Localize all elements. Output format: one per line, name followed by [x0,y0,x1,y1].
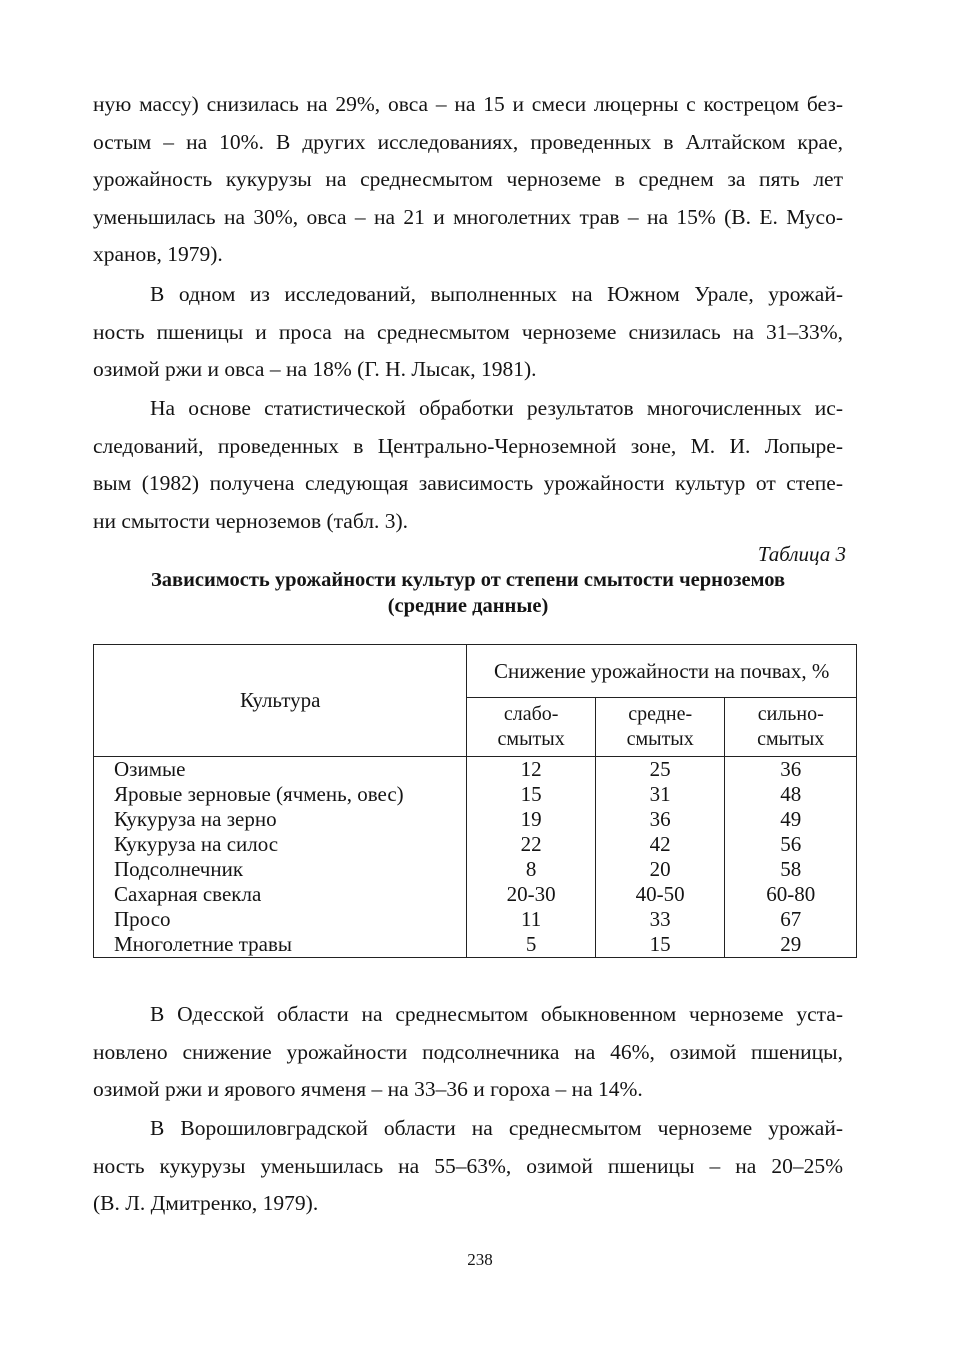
value-slightly: 11 [467,907,596,932]
text-line: следований, проведенных в Центрально-Черноземной зоне, М. И. Лопыре- [93,433,843,458]
culture-name: Кукуруза на зерно [94,807,467,832]
culture-name: Многолетние травы [94,932,467,958]
header-culture: Культура [94,645,467,757]
table-row [94,807,857,832]
value-strongly: 29 [725,932,857,958]
paragraph-2 [93,276,843,389]
paragraph-5 [93,1110,843,1223]
table-row [94,907,857,932]
value-moderately: 31 [595,782,725,807]
text-line: хранов, 1979). [93,242,223,266]
value-moderately: 20 [595,857,725,882]
culture-name: Просо [94,907,467,932]
header-text: смытых [757,728,825,750]
table-title-line: Зависимость урожайности культур от степени смытости черноземов [150,569,786,591]
value-slightly: 22 [467,832,596,857]
table-row [94,832,857,857]
culture-name: Яровые зерновые (ячмень, овес) [94,782,467,807]
value-slightly: 5 [467,932,596,958]
text-line: В Ворошиловградской области на среднесмытом черноземе урожай- [150,1116,843,1140]
culture-name: Кукуруза на силос [94,832,467,857]
value-moderately: 25 [595,757,725,783]
table-title [93,567,843,619]
text-line: урожайность кукурузы на среднесмытом черноземе в среднем за пять лет [93,167,843,191]
culture-name: Подсолнечник [94,857,467,882]
value-strongly: 49 [725,807,857,832]
table-row [94,782,857,807]
text-line: новлено снижение урожайности подсолнечника на 46%, озимой пшеницы, [93,1039,843,1064]
header-slightly-eroded [467,698,596,757]
text-line: ность кукурузы уменьшилась на 55–63%, озимой пшеницы – на 20–25% [93,1153,843,1178]
value-strongly: 60-80 [725,882,857,907]
table-row [94,932,857,958]
text-line: уменьшилась на 30%, овса – на 21 и многолетних трав – на 15% (В. Е. Мусо- [93,204,843,229]
header-text: смытых [497,728,565,750]
header-text: смытых [626,728,694,750]
text-line: остым – на 10%. В других исследованиях, проведенных в Алтайском крае, [93,129,843,154]
paragraph-1 [93,86,843,274]
table-label: Таблица 3 [757,542,846,566]
value-slightly: 20-30 [467,882,596,907]
value-moderately: 36 [595,807,725,832]
header-text: средне- [628,703,693,725]
text-line: вым (1982) получена следующая зависимость урожайности культур от степе- [93,471,843,495]
value-slightly: 15 [467,782,596,807]
value-slightly: 8 [467,857,596,882]
header-strongly-eroded [725,698,857,757]
paragraph-4 [93,996,843,1109]
value-strongly: 36 [725,757,857,783]
value-moderately: 42 [595,832,725,857]
value-strongly: 56 [725,832,857,857]
page-number: 238 [467,1250,493,1269]
header-yield-reduction: Снижение урожайности на почвах, % [467,645,857,698]
text-line: (В. Л. Дмитренко, 1979). [93,1191,319,1215]
table-row [94,757,857,783]
paragraph-3 [93,390,843,540]
value-moderately: 15 [595,932,725,958]
value-strongly: 67 [725,907,857,932]
text-line: ную массу) снизилась на 29%, овса – на 15 и смеси люцерны с кострецом без- [93,92,843,116]
text-line: В одном из исследований, выполненных на Южном Урале, урожай- [150,282,843,306]
culture-name: Сахарная свекла [94,882,467,907]
value-slightly: 12 [467,757,596,783]
culture-name: Озимые [94,757,467,783]
header-moderately-eroded [595,698,725,757]
text-line: озимой ржи и ярового ячменя – на 33–36 и гороха – на 14%. [93,1077,643,1101]
table-row [94,857,857,882]
value-strongly: 58 [725,857,857,882]
text-line: озимой ржи и овса – на 18% (Г. Н. Лысак, 1981). [93,357,537,381]
text-line: На основе статистической обработки результатов многочисленных ис- [150,396,843,420]
value-strongly: 48 [725,782,857,807]
value-slightly: 19 [467,807,596,832]
table-title-line: (средние данные) [387,595,549,617]
header-text: сильно- [757,703,824,725]
header-text: слабо- [503,703,559,725]
value-moderately: 40-50 [595,882,725,907]
value-moderately: 33 [595,907,725,932]
table-row [94,882,857,907]
yield-reduction-table [93,644,857,958]
text-line: ни смытости черноземов (табл. 3). [93,508,409,533]
text-line: В Одесской области на среднесмытом обыкновенном черноземе уста- [150,1002,843,1026]
text-line: ность пшеницы и проса на среднесмытом черноземе снизилась на 31–33%, [93,319,843,344]
